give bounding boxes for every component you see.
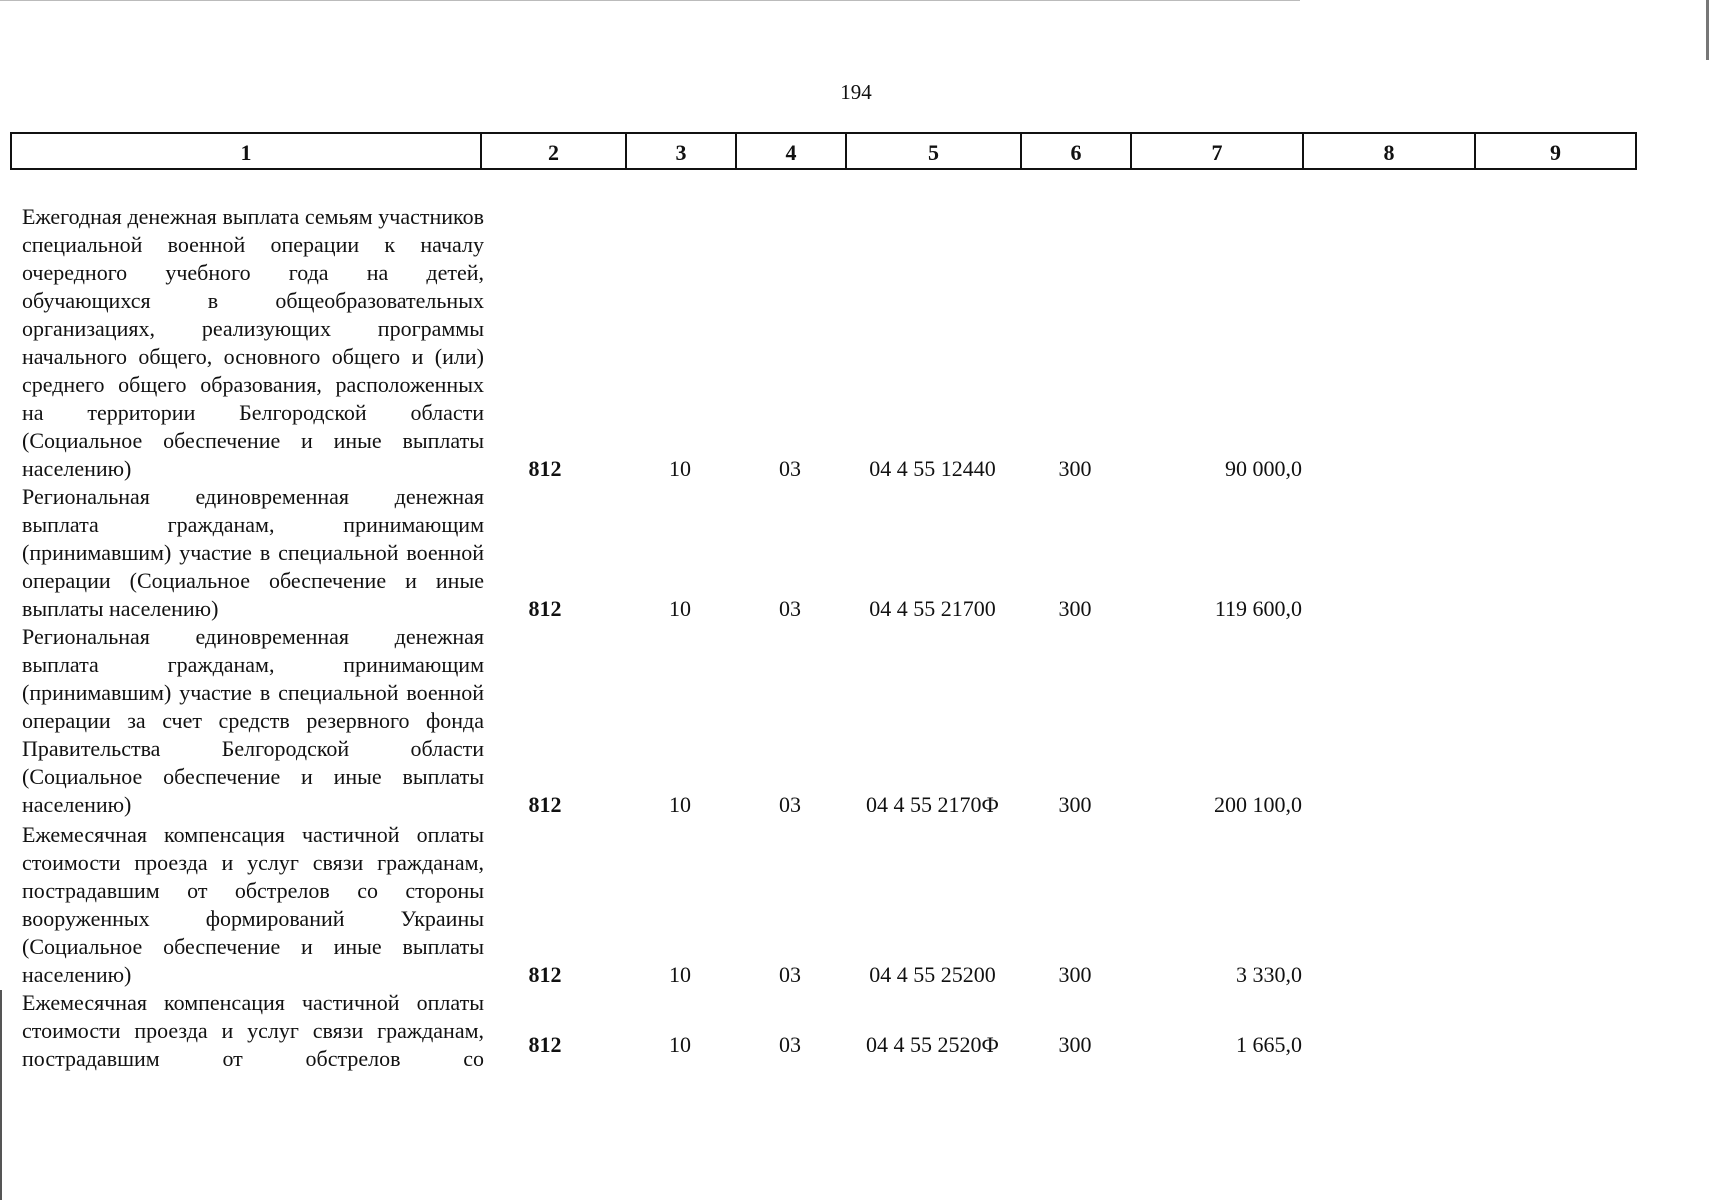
target-item-code: 04 4 55 21700 xyxy=(869,596,996,621)
expense-type-code: 300 xyxy=(1058,456,1092,481)
section-code: 10 xyxy=(669,792,691,817)
expense-type-code: 300 xyxy=(1058,792,1092,817)
ministry-code: 812 xyxy=(528,962,562,987)
column-header-2: 2 xyxy=(481,133,626,169)
column-header-3: 3 xyxy=(626,133,736,169)
ministry-code: 812 xyxy=(528,1032,562,1057)
column-header-row xyxy=(11,133,1636,169)
column-header-table xyxy=(10,132,1637,170)
section-code: 10 xyxy=(669,456,691,481)
expense-type-code: 300 xyxy=(1058,596,1092,621)
section-code: 10 xyxy=(669,596,691,621)
section-code: 10 xyxy=(669,962,691,987)
scan-edge-top xyxy=(0,0,1300,1)
target-item-code: 04 4 55 12440 xyxy=(869,456,996,481)
subsection-code: 03 xyxy=(779,1032,801,1057)
ministry-code: 812 xyxy=(528,456,562,481)
amount: 90 000,0 xyxy=(1225,456,1302,481)
column-header-7: 7 xyxy=(1131,133,1303,169)
ministry-code: 812 xyxy=(528,596,562,621)
row-description: Ежемесячная компенсация частичной оплаты стоимости проезда и услуг связи гражданам, пострадавшим от обстрелов со стороны вооруженных формирований Украины (Социальное обеспечение и иные выплаты населению) xyxy=(22,822,484,987)
subsection-code: 03 xyxy=(779,962,801,987)
column-header-1: 1 xyxy=(11,133,481,169)
expense-type-code: 300 xyxy=(1058,1032,1092,1057)
target-item-code: 04 4 55 2170Ф xyxy=(866,792,999,817)
subsection-code: 03 xyxy=(779,596,801,621)
subsection-code: 03 xyxy=(779,456,801,481)
subsection-code: 03 xyxy=(779,792,801,817)
column-header-4: 4 xyxy=(736,133,846,169)
scan-edge-left xyxy=(0,990,2,1200)
page-number: 194 xyxy=(840,80,872,104)
scan-edge-right xyxy=(1706,0,1709,60)
column-header-8: 8 xyxy=(1303,133,1475,169)
table-row xyxy=(10,989,1635,1071)
row-description: Ежемесячная компенсация частичной оплаты стоимости проезда и услуг связи гражданам, пострадавшим от обстрелов со xyxy=(22,990,484,1071)
row-description: Ежегодная денежная выплата семьям участников специальной военной операции к началу очередного учебного года на детей, обучающихся в общеобразовательных организациях, реализующих программы начального общего, основного общего и (или) среднего общего образования, расположенных на территории Белгородской области (Социальное обеспечение и иные выплаты населению) xyxy=(22,204,484,481)
column-header-6: 6 xyxy=(1021,133,1131,169)
ministry-code: 812 xyxy=(528,792,562,817)
table-row xyxy=(10,623,1635,819)
section-code: 10 xyxy=(669,1032,691,1057)
table-row xyxy=(10,483,1635,623)
target-item-code: 04 4 55 25200 xyxy=(869,962,996,987)
amount: 3 330,0 xyxy=(1236,962,1302,987)
amount: 119 600,0 xyxy=(1214,596,1302,621)
expense-type-code: 300 xyxy=(1058,962,1092,987)
column-header-9: 9 xyxy=(1475,133,1636,169)
target-item-code: 04 4 55 2520Ф xyxy=(866,1032,999,1057)
row-description: Региональная единовременная денежная выплата гражданам, принимающим (принимавшим) участие в специальной военной операции за счет средств резервного фонда Правительства Белгородской области (Социальное обеспечение и иные выплаты населению) xyxy=(22,624,484,817)
table-row xyxy=(10,819,1635,989)
column-header-5: 5 xyxy=(846,133,1021,169)
amount: 1 665,0 xyxy=(1236,1032,1302,1057)
table-row xyxy=(10,175,1635,483)
row-description: Региональная единовременная денежная выплата гражданам, принимающим (принимавшим) участие в специальной военной операции (Социальное обеспечение и иные выплаты населению) xyxy=(22,484,484,621)
amount: 200 100,0 xyxy=(1214,792,1302,817)
